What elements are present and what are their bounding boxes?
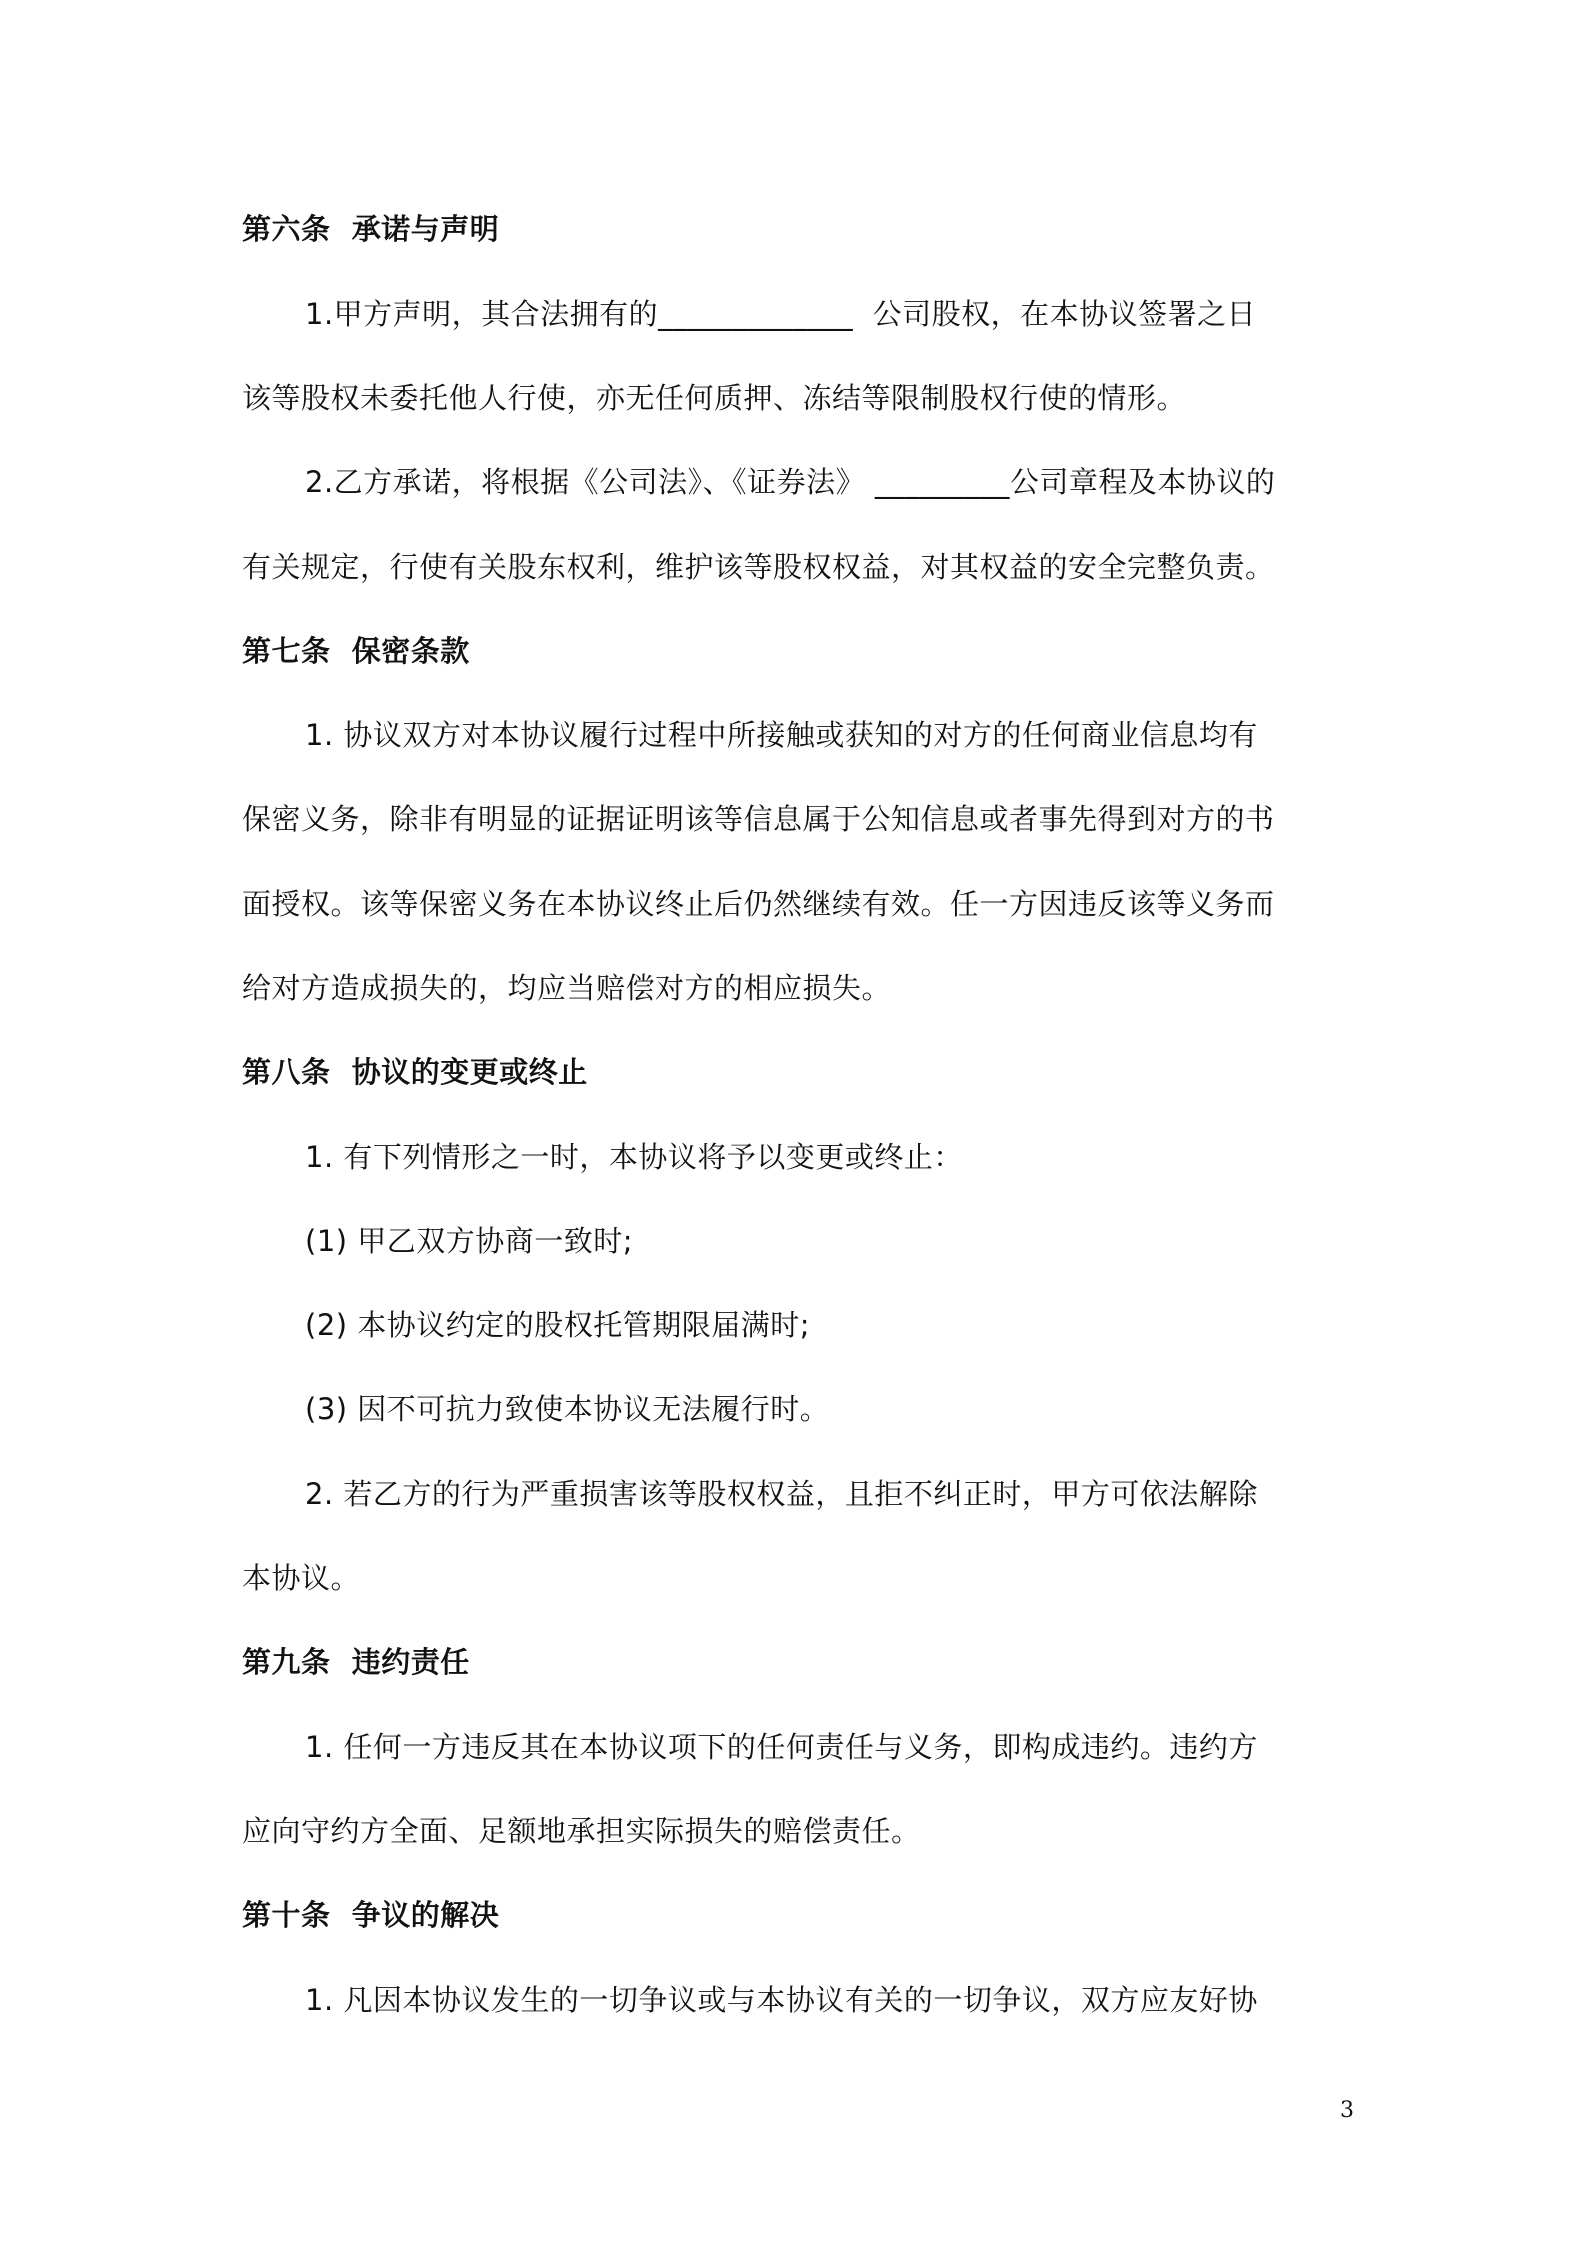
article-9-heading: 第九条 违约责任: [242, 1645, 470, 1679]
article-10-heading: 第十条 争议的解决: [242, 1898, 500, 1932]
article-6-para-1-line-1: 1.甲方声明，其合法拥有的_____________ 公司股权，在本协议签署之日: [305, 297, 1257, 331]
article-7-para-1-line-1: 1. 协议双方对本协议履行过程中所接触或获知的对方的任何商业信息均有: [305, 718, 1258, 752]
article-10-para-1-line-1: 1. 凡因本协议发生的一切争议或与本协议有关的一切争议，双方应友好协: [305, 1983, 1258, 2017]
article-8-item-3: (3) 因不可抗力致使本协议无法履行时。: [305, 1392, 830, 1426]
article-6-para-2-line-2: 有关规定，行使有关股东权利，维护该等股权权益，对其权益的安全完整负责。: [242, 550, 1275, 584]
article-9-para-1-line-2: 应向守约方全面、足额地承担实际损失的赔偿责任。: [242, 1814, 921, 1848]
article-8-para-2-line-2: 本协议。: [242, 1561, 361, 1595]
page-number: 3: [1340, 2098, 1354, 2123]
article-9-para-1-line-1: 1. 任何一方违反其在本协议项下的任何责任与义务，即构成违约。违约方: [305, 1730, 1258, 1764]
article-8-item-2: (2) 本协议约定的股权托管期限届满时;: [305, 1308, 811, 1342]
article-8-heading: 第八条 协议的变更或终止: [242, 1055, 588, 1089]
article-7-para-1-line-2: 保密义务，除非有明显的证据证明该等信息属于公知信息或者事先得到对方的书: [242, 802, 1275, 836]
article-8-para-1: 1. 有下列情形之一时，本协议将予以变更或终止：: [305, 1140, 963, 1174]
article-8-item-1: (1) 甲乙双方协商一致时;: [305, 1224, 634, 1258]
article-7-heading: 第七条 保密条款: [242, 634, 470, 668]
article-7-para-1-line-4: 给对方造成损失的，均应当赔偿对方的相应损失。: [242, 971, 892, 1005]
article-6-para-1-line-2: 该等股权未委托他人行使，亦无任何质押、冻结等限制股权行使的情形。: [242, 381, 1187, 415]
article-6-para-2-line-1: 2.乙方承诺，将根据《公司法》、《证券法》 _________公司章程及本协议的: [305, 465, 1276, 499]
article-7-para-1-line-3: 面授权。该等保密义务在本协议终止后仍然继续有效。任一方因违反该等义务而: [242, 887, 1275, 921]
article-8-para-2-line-1: 2. 若乙方的行为严重损害该等股权权益，且拒不纠正时，甲方可依法解除: [305, 1477, 1258, 1511]
article-6-heading: 第六条 承诺与声明: [242, 212, 500, 246]
